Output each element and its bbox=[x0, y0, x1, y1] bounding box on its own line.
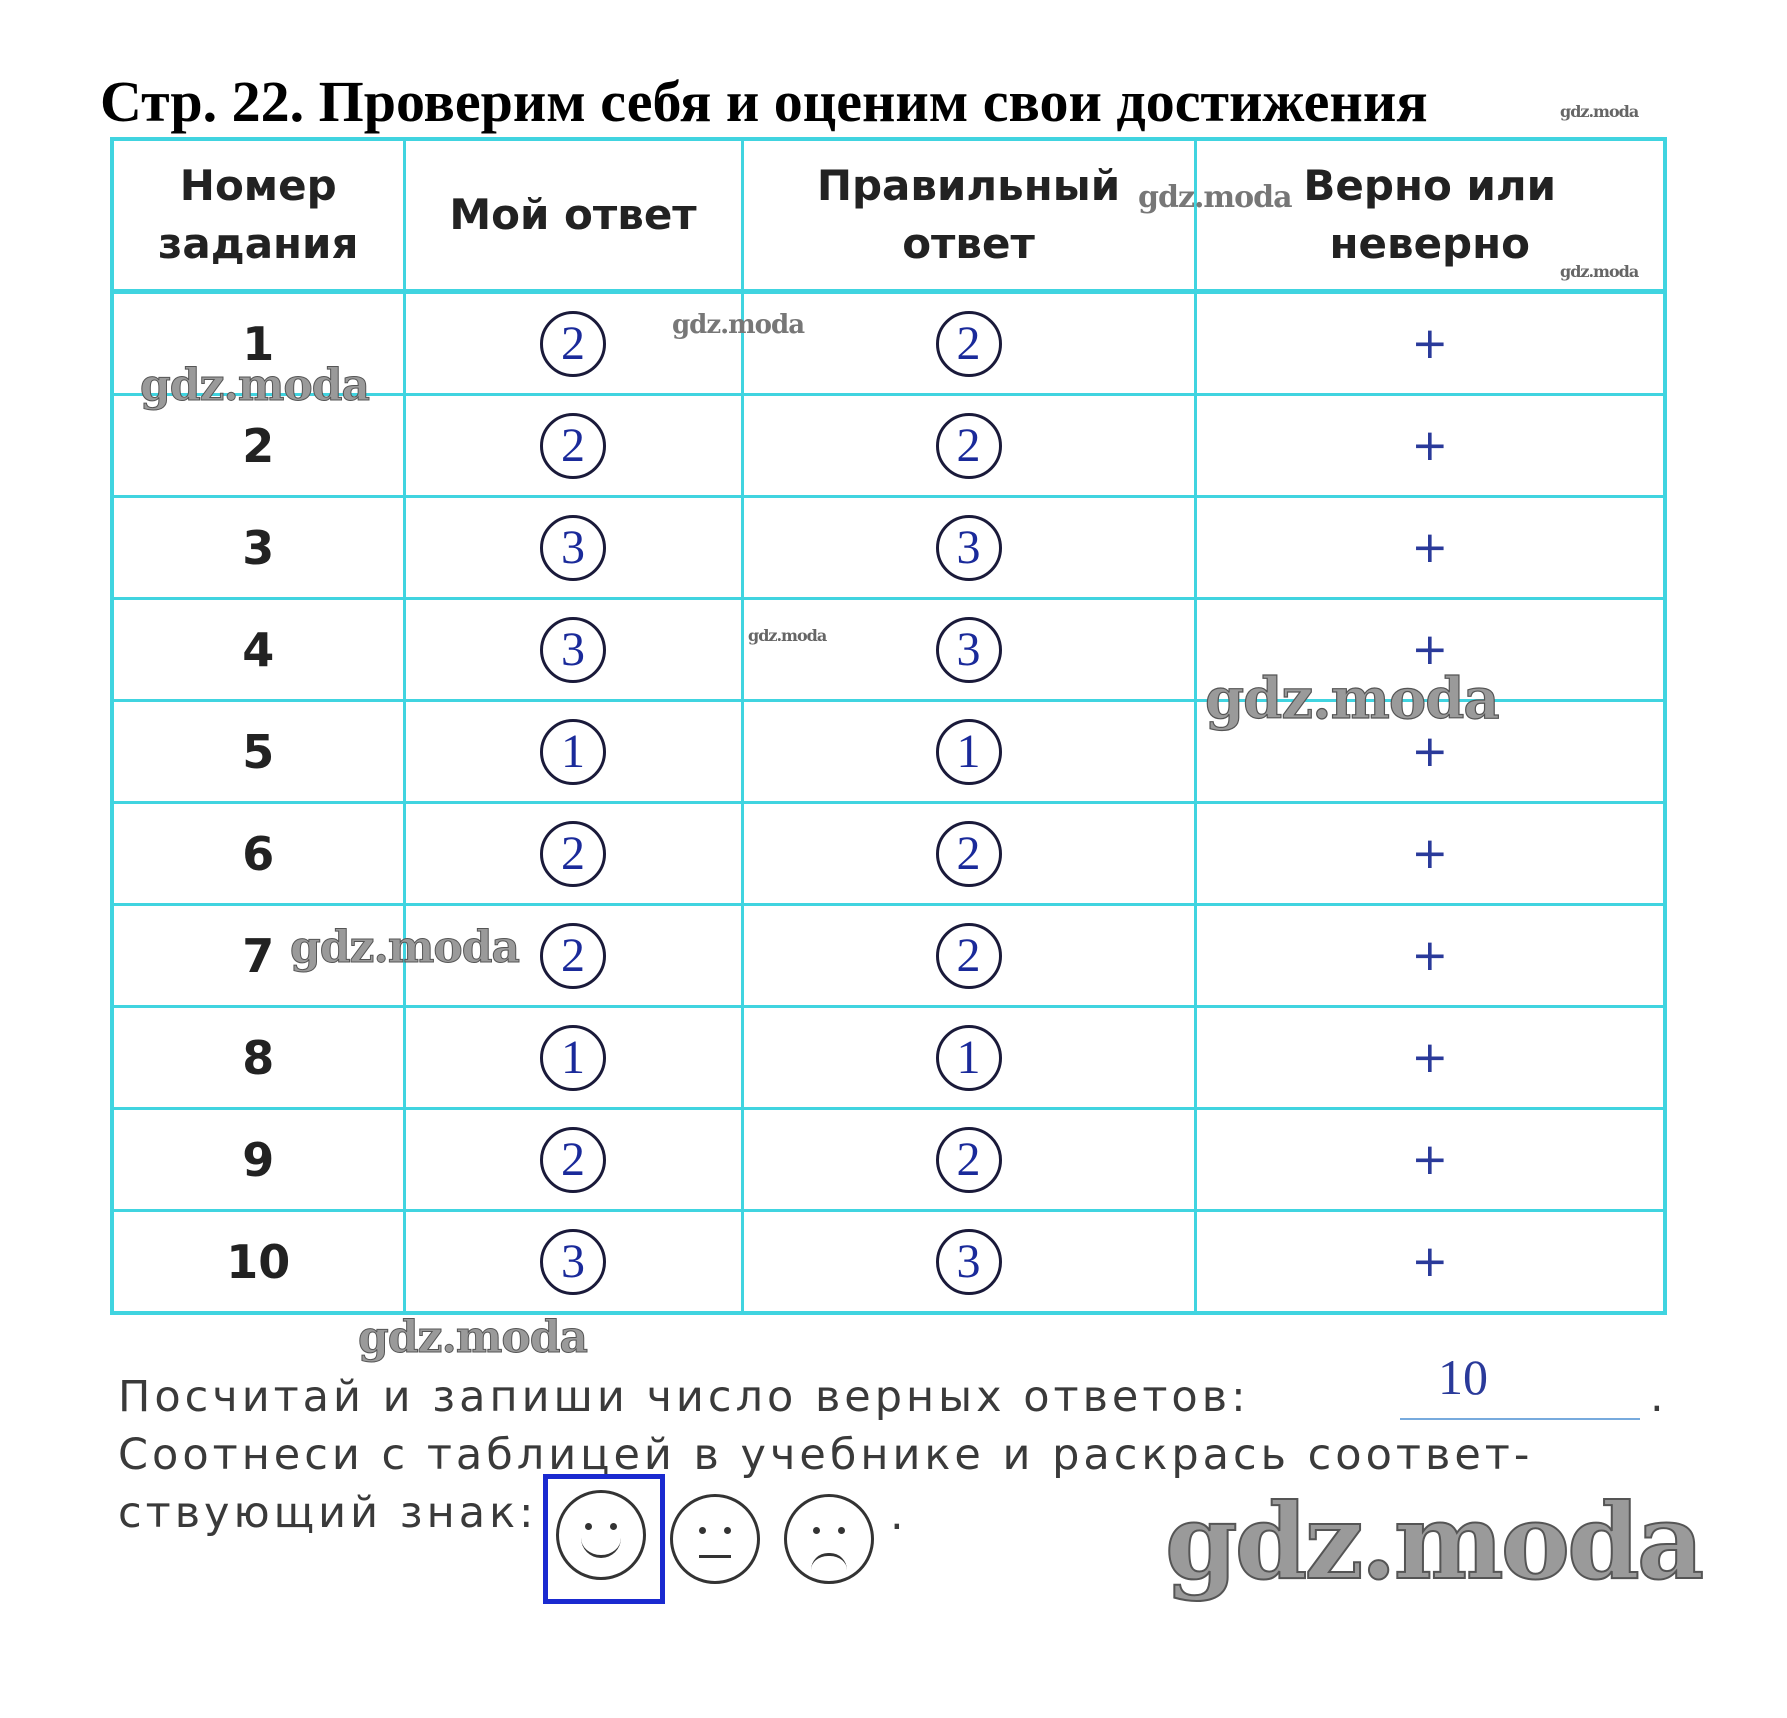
watermark: gdz.moda bbox=[140, 360, 370, 411]
table-header-row bbox=[112, 139, 1665, 292]
verdict-mark: + bbox=[1411, 726, 1449, 777]
correct-answer: 1 bbox=[936, 719, 1002, 785]
correct-answer-cell bbox=[742, 1109, 1195, 1211]
correct-answer-cell bbox=[742, 497, 1195, 599]
header-my-answer: Мой ответ bbox=[404, 139, 742, 292]
my-answer: 3 bbox=[540, 1229, 606, 1295]
watermark: gdz.moda bbox=[1560, 262, 1639, 281]
my-answer-cell bbox=[404, 1109, 742, 1211]
task-number-cell bbox=[112, 1211, 404, 1314]
happy-face-icon[interactable] bbox=[556, 1490, 646, 1580]
verdict-mark: + bbox=[1411, 318, 1449, 369]
verdict-mark: + bbox=[1411, 624, 1449, 675]
correct-answer: 2 bbox=[936, 1127, 1002, 1193]
task-number: 4 bbox=[242, 622, 275, 677]
correct-answer-cell bbox=[742, 905, 1195, 1007]
verdict-mark: + bbox=[1411, 1134, 1449, 1185]
task-number: 7 bbox=[242, 928, 275, 983]
verdict-mark: + bbox=[1411, 1236, 1449, 1287]
correct-answer: 3 bbox=[936, 617, 1002, 683]
table-row bbox=[112, 1109, 1665, 1211]
my-answer: 1 bbox=[540, 719, 606, 785]
watermark: gdz.moda bbox=[358, 1312, 588, 1363]
correct-count-answer: 10 bbox=[1438, 1349, 1488, 1405]
my-answer: 3 bbox=[540, 515, 606, 581]
verdict-cell bbox=[1195, 395, 1665, 497]
my-answer: 3 bbox=[540, 617, 606, 683]
verdict-mark: + bbox=[1411, 420, 1449, 471]
my-answer: 2 bbox=[540, 413, 606, 479]
correct-answer-cell bbox=[742, 599, 1195, 701]
verdict-cell bbox=[1195, 1109, 1665, 1211]
correct-answer: 2 bbox=[936, 413, 1002, 479]
neutral-face-icon[interactable] bbox=[670, 1494, 760, 1584]
task-text-line-3: ствующий знак: bbox=[118, 1488, 538, 1538]
verdict-cell bbox=[1195, 292, 1665, 395]
task-number: 3 bbox=[242, 520, 275, 575]
task-text-line-2: Соотнеси с таблицей в учебнике и раскрась соответ- bbox=[118, 1430, 1534, 1480]
verdict-cell bbox=[1195, 1211, 1665, 1314]
header-verdict: Верно или неверно bbox=[1195, 139, 1665, 292]
correct-answer-cell bbox=[742, 1007, 1195, 1109]
my-answer: 1 bbox=[540, 1025, 606, 1091]
my-answer: 2 bbox=[540, 923, 606, 989]
verdict-mark: + bbox=[1411, 1032, 1449, 1083]
my-answer-cell bbox=[404, 803, 742, 905]
my-answer: 2 bbox=[540, 311, 606, 377]
answer-underline bbox=[1400, 1418, 1640, 1420]
sad-face-icon[interactable] bbox=[784, 1494, 874, 1584]
watermark: gdz.moda bbox=[672, 310, 805, 340]
verdict-mark: + bbox=[1411, 930, 1449, 981]
verdict-cell bbox=[1195, 905, 1665, 1007]
task-number-cell bbox=[112, 701, 404, 803]
verdict-mark: + bbox=[1411, 828, 1449, 879]
correct-answer: 2 bbox=[936, 821, 1002, 887]
my-answer-cell bbox=[404, 292, 742, 395]
correct-answer: 3 bbox=[936, 515, 1002, 581]
my-answer: 2 bbox=[540, 1127, 606, 1193]
my-answer-cell bbox=[404, 497, 742, 599]
table-row bbox=[112, 497, 1665, 599]
table-body bbox=[112, 292, 1665, 1314]
task-number-cell bbox=[112, 1109, 404, 1211]
correct-answer-cell bbox=[742, 803, 1195, 905]
verdict-cell bbox=[1195, 1007, 1665, 1109]
table-row bbox=[112, 1007, 1665, 1109]
task-number-cell bbox=[112, 599, 404, 701]
watermark: gdz.moda bbox=[1560, 102, 1639, 121]
correct-answer-cell bbox=[742, 1211, 1195, 1314]
my-answer-cell bbox=[404, 599, 742, 701]
watermark: gdz.moda bbox=[748, 626, 827, 645]
faces-end-dot: . bbox=[890, 1490, 904, 1540]
task-number: 6 bbox=[242, 826, 275, 881]
verdict-cell bbox=[1195, 803, 1665, 905]
watermark: gdz.moda bbox=[290, 922, 520, 973]
task-number: 1 bbox=[242, 316, 275, 371]
correct-answer: 2 bbox=[936, 923, 1002, 989]
task-number: 9 bbox=[242, 1132, 275, 1187]
correct-answer-cell bbox=[742, 701, 1195, 803]
verdict-cell bbox=[1195, 497, 1665, 599]
task-text-line-1: Посчитай и запиши число верных ответов: bbox=[118, 1372, 1250, 1422]
my-answer-cell bbox=[404, 395, 742, 497]
correct-answer: 2 bbox=[936, 311, 1002, 377]
my-answer-cell bbox=[404, 701, 742, 803]
my-answer: 2 bbox=[540, 821, 606, 887]
task-number: 8 bbox=[242, 1030, 275, 1085]
header-correct-answer: Правильный ответ bbox=[742, 139, 1195, 292]
watermark: gdz.moda bbox=[1165, 1480, 1702, 1603]
header-task-number: Номер задания bbox=[112, 139, 404, 292]
task-number: 5 bbox=[242, 724, 275, 779]
task-number-cell bbox=[112, 497, 404, 599]
task-number-cell bbox=[112, 1007, 404, 1109]
watermark: gdz.moda bbox=[1205, 666, 1499, 732]
my-answer-cell bbox=[404, 1211, 742, 1314]
watermark: gdz.moda bbox=[1138, 180, 1292, 215]
correct-answer: 1 bbox=[936, 1025, 1002, 1091]
verdict-mark: + bbox=[1411, 522, 1449, 573]
correct-answer-cell bbox=[742, 292, 1195, 395]
task-number: 10 bbox=[226, 1234, 291, 1289]
correct-answer: 3 bbox=[936, 1229, 1002, 1295]
table-row bbox=[112, 803, 1665, 905]
correct-answer-cell bbox=[742, 395, 1195, 497]
task-number-cell bbox=[112, 803, 404, 905]
page-title: Стр. 22. Проверим себя и оценим свои достижения bbox=[100, 69, 1428, 134]
my-answer-cell bbox=[404, 1007, 742, 1109]
end-dot: . bbox=[1650, 1372, 1664, 1422]
task-number: 2 bbox=[242, 418, 275, 473]
table-row bbox=[112, 1211, 1665, 1314]
